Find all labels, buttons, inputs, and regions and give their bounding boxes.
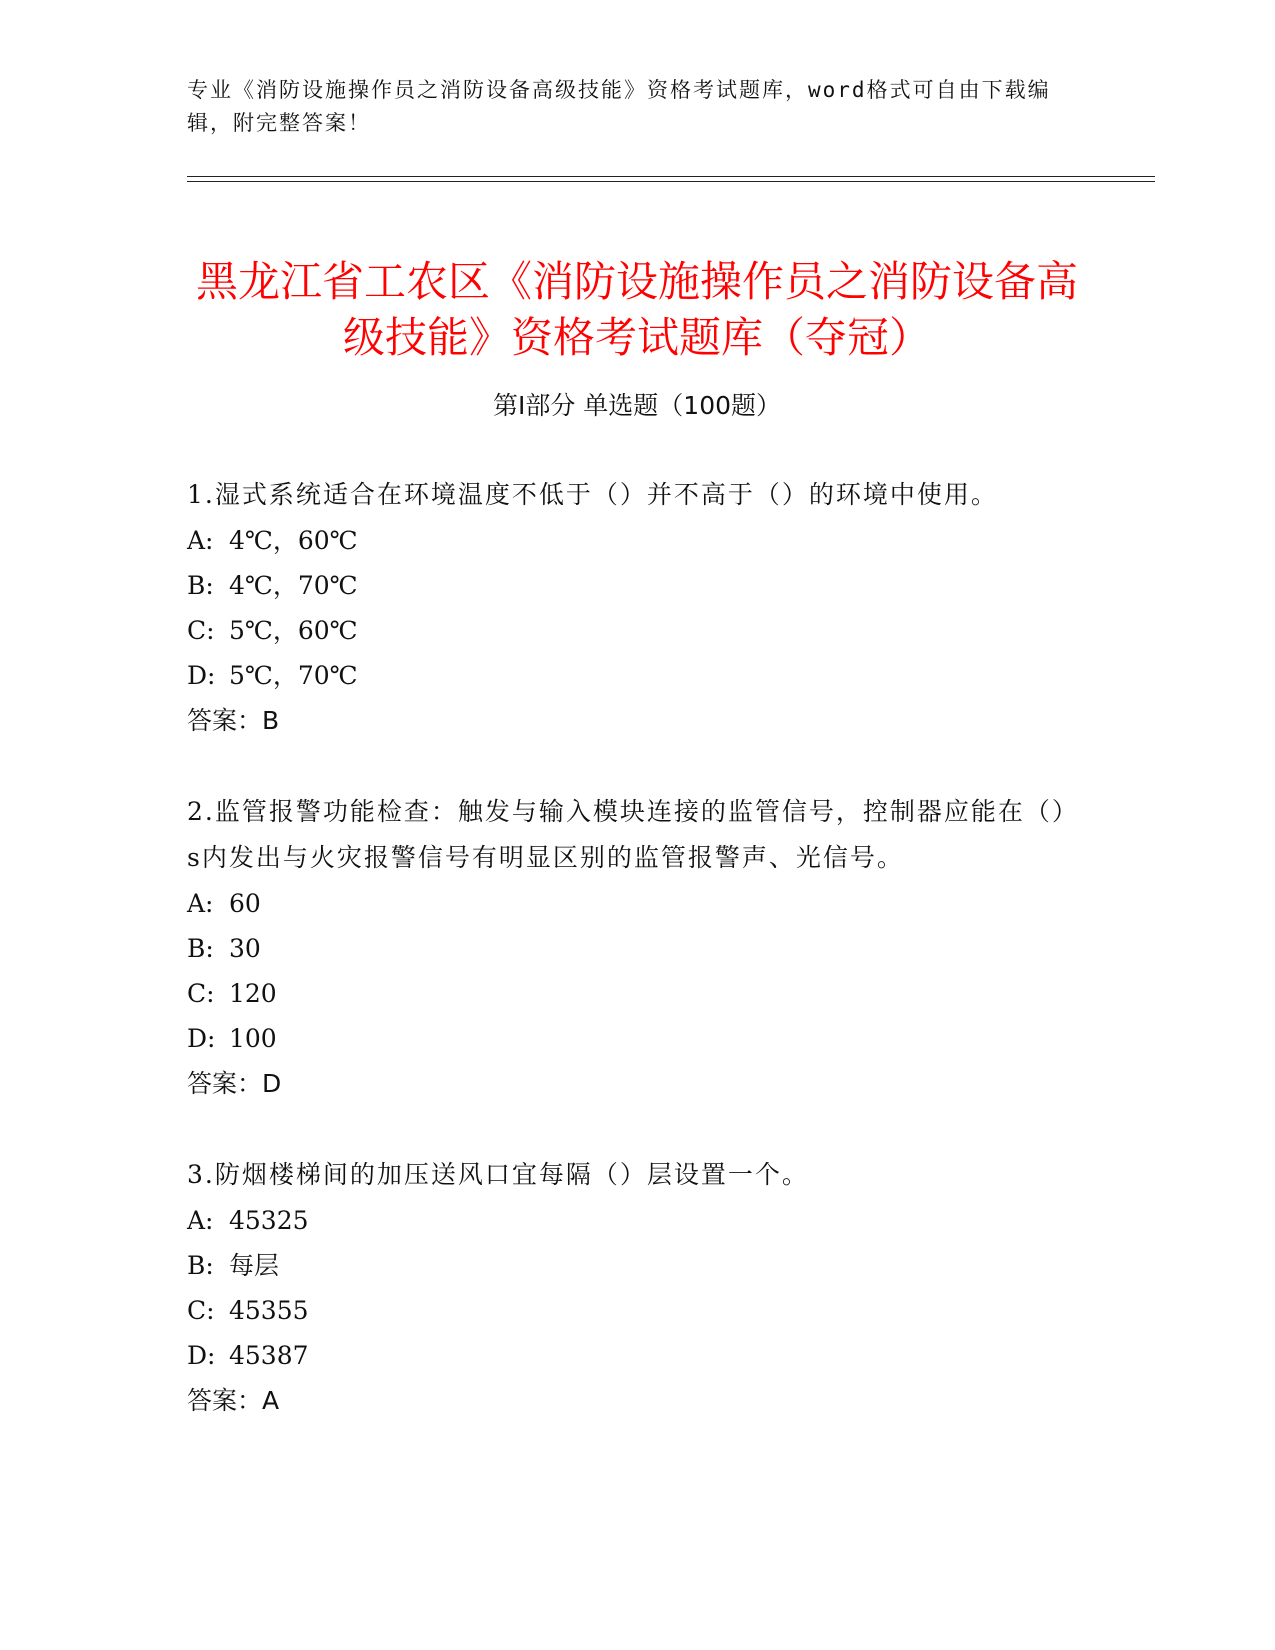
option-c (187, 1288, 1067, 1333)
document-title: 黑龙江省工农区《消防设施操作员之消防设备高级技能》资格考试题库（夺冠） (195, 257, 1078, 363)
section-title: 第Ⅰ部分 单选题（100题） (492, 391, 782, 420)
option-text: 5℃，60℃ (229, 616, 358, 645)
option-text: 每层 (229, 1251, 280, 1280)
question-1 (187, 472, 1067, 743)
option-letter: D: (187, 1024, 216, 1053)
option-text: 4℃，70℃ (229, 571, 358, 600)
option-letter: C: (187, 616, 215, 645)
option-text: 100 (229, 1024, 277, 1053)
option-a (187, 881, 1067, 926)
option-b (187, 926, 1067, 971)
option-letter: B: (187, 934, 214, 963)
option-text: 4℃，60℃ (229, 526, 358, 555)
option-text: 120 (229, 979, 277, 1008)
answer-value: B (262, 706, 280, 735)
option-text: 30 (229, 934, 261, 963)
option-b (187, 1243, 1067, 1288)
option-letter: C: (187, 979, 215, 1008)
option-letter: D: (187, 1341, 216, 1370)
answer-label: 答案： (187, 706, 263, 735)
question-text: 2.监管报警功能检查：触发与输入模块连接的监管信号，控制器应能在（）s内发出与火灾报警信号有明显区别的监管报警声、光信号。 (187, 797, 1067, 872)
question-3 (187, 1152, 1067, 1423)
header-divider-bottom (187, 181, 1155, 182)
option-text: 60 (229, 889, 261, 918)
option-a (187, 518, 1067, 563)
option-letter: A: (187, 526, 214, 555)
header-note: 专业《消防设施操作员之消防设备高级技能》资格考试题库，word格式可自由下载编辑，附完整答案！ (187, 78, 1051, 135)
option-d (187, 1016, 1067, 1061)
option-letter: A: (187, 889, 214, 918)
question-text: 1.湿式系统适合在环境温度不低于（）并不高于（）的环境中使用。 (187, 480, 998, 509)
option-letter: A: (187, 1206, 214, 1235)
answer-label: 答案： (187, 1386, 263, 1415)
option-text: 45387 (229, 1341, 309, 1370)
option-d (187, 1333, 1067, 1378)
answer-value: A (262, 1386, 280, 1415)
answer-label: 答案： (187, 1069, 263, 1098)
option-letter: C: (187, 1296, 215, 1325)
option-text: 5℃，70℃ (229, 661, 358, 690)
option-a (187, 1198, 1067, 1243)
header-divider-top (187, 176, 1155, 177)
option-d (187, 653, 1067, 698)
answer-line (187, 1061, 1067, 1106)
option-c (187, 971, 1067, 1016)
answer-line (187, 698, 1067, 743)
option-letter: D: (187, 661, 216, 690)
answer-line (187, 1378, 1067, 1423)
option-letter: B: (187, 1251, 214, 1280)
option-text: 45355 (229, 1296, 309, 1325)
option-b (187, 563, 1067, 608)
option-letter: B: (187, 571, 214, 600)
option-text: 45325 (229, 1206, 309, 1235)
question-text: 3.防烟楼梯间的加压送风口宜每隔（）层设置一个。 (187, 1160, 809, 1189)
answer-value: D (262, 1069, 282, 1098)
question-2 (187, 789, 1067, 1106)
option-c (187, 608, 1067, 653)
question-list (187, 472, 1067, 1469)
